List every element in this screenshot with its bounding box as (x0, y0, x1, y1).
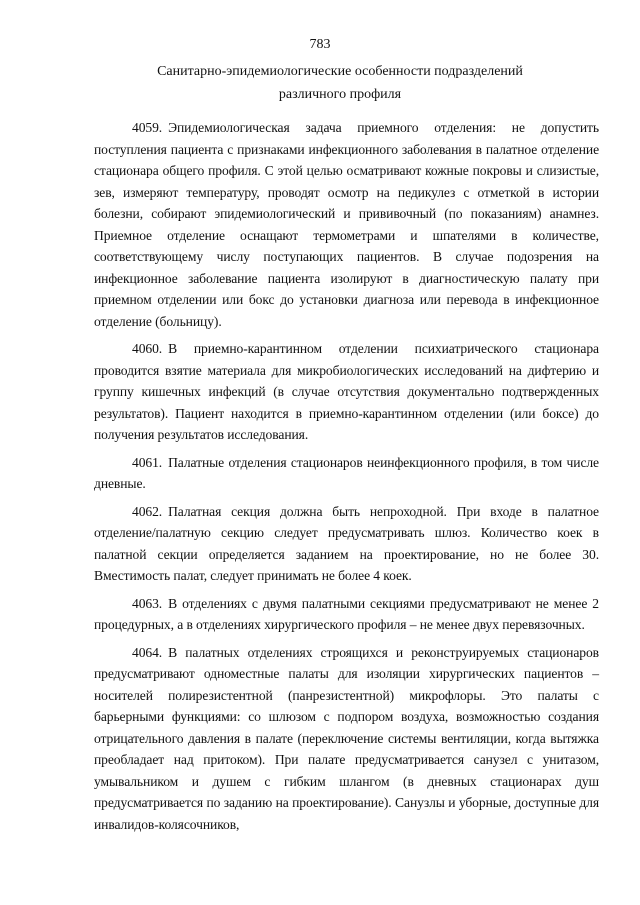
section-heading-line-2: различного профиля (278, 87, 402, 102)
section-heading (100, 60, 580, 106)
paragraph-number: 4063. (132, 595, 163, 611)
section-heading-line-1: Санитарно-эпидемиологические особенности подразделений (157, 64, 523, 79)
paragraph-number: 4062. (132, 503, 163, 519)
paragraph-text: В отделениях с двумя палатными секциями предусматривают не менее 2 процедурных, а в отделениях хирургического профиля – не менее двух перевязочных. (94, 595, 599, 632)
paragraph-4062 (94, 501, 599, 587)
paragraph-number: 4061. (132, 454, 163, 470)
paragraph-text: Эпидемиологическая задача приемного отделения: не допустить поступления пациента с признаками инфекционного заболевания в палатное отделение стационара общего профиля. С этой целью осматривают кожные покровы и слизистые, зев, измеряют температуру, проводят осмотр на педикулез с отметкой в истории болезни, собирают эпидемиологический и прививочный (по показаниям) анамнез. Приемное отделение оснащают термометрами и шпателями в количестве, соответствующему числу поступающих пациентов. В случае подозрения на инфекционное заболевание пациента изолируют в диагностическую палату при приемном отделении или бокс до установки диагноза или перевода в инфекционное отделение (больницу). (94, 120, 599, 329)
page-number: 783 (309, 37, 331, 52)
paragraph-4061 (94, 452, 599, 495)
paragraph-4064 (94, 642, 599, 836)
paragraph-4060 (94, 338, 599, 446)
paragraph-number: 4060. (132, 341, 163, 356)
paragraph-4059 (94, 117, 599, 332)
paragraph-text: Палатная секция должна быть непроходной. При входе в палатное отделение/палатную секцию следует предусматривать шлюз. Количество коек в палатной секции определяется заданием на проектирование, но не более 30. Вместимость палат, следует принимать не более 4 коек. (94, 503, 599, 583)
paragraph-4063 (94, 593, 599, 636)
paragraph-text: Палатные отделения стационаров неинфекционного профиля, в том числе дневные. (94, 454, 599, 491)
document-body (94, 117, 599, 841)
paragraph-number: 4064. (132, 644, 163, 660)
paragraph-text: В палатных отделениях строящихся и реконструируемых стационаров предусматривают одноместные палаты для изоляции хирургических пациентов – носителей полирезистентной (панрезистентной) микрофлоры. Это палаты с барьерными функциями: со шлюзом с подпором воздуха, возможностью создания отрицательного давления в палате (переключение системы вентиляции, когда вытяжка преобладает над притоком). При палате предусматривается санузел с унитазом, умывальником и душем с гибким шлангом (в дневных стационарах душ предусматривается по заданию на проектирование). Санузлы и уборные, доступные для инвалидов-колясочников, (94, 644, 599, 832)
paragraph-number: 4059. (132, 120, 163, 135)
paragraph-text: В приемно-карантинном отделении психиатрического стационара проводится взятие материала для микробиологических исследований на дифтерию и группу кишечных инфекций (в случае отсутствия документально подтвержденных результатов). Пациент находится в приемно-карантинном отделении (или боксе) до получения результатов исследования. (94, 341, 599, 442)
